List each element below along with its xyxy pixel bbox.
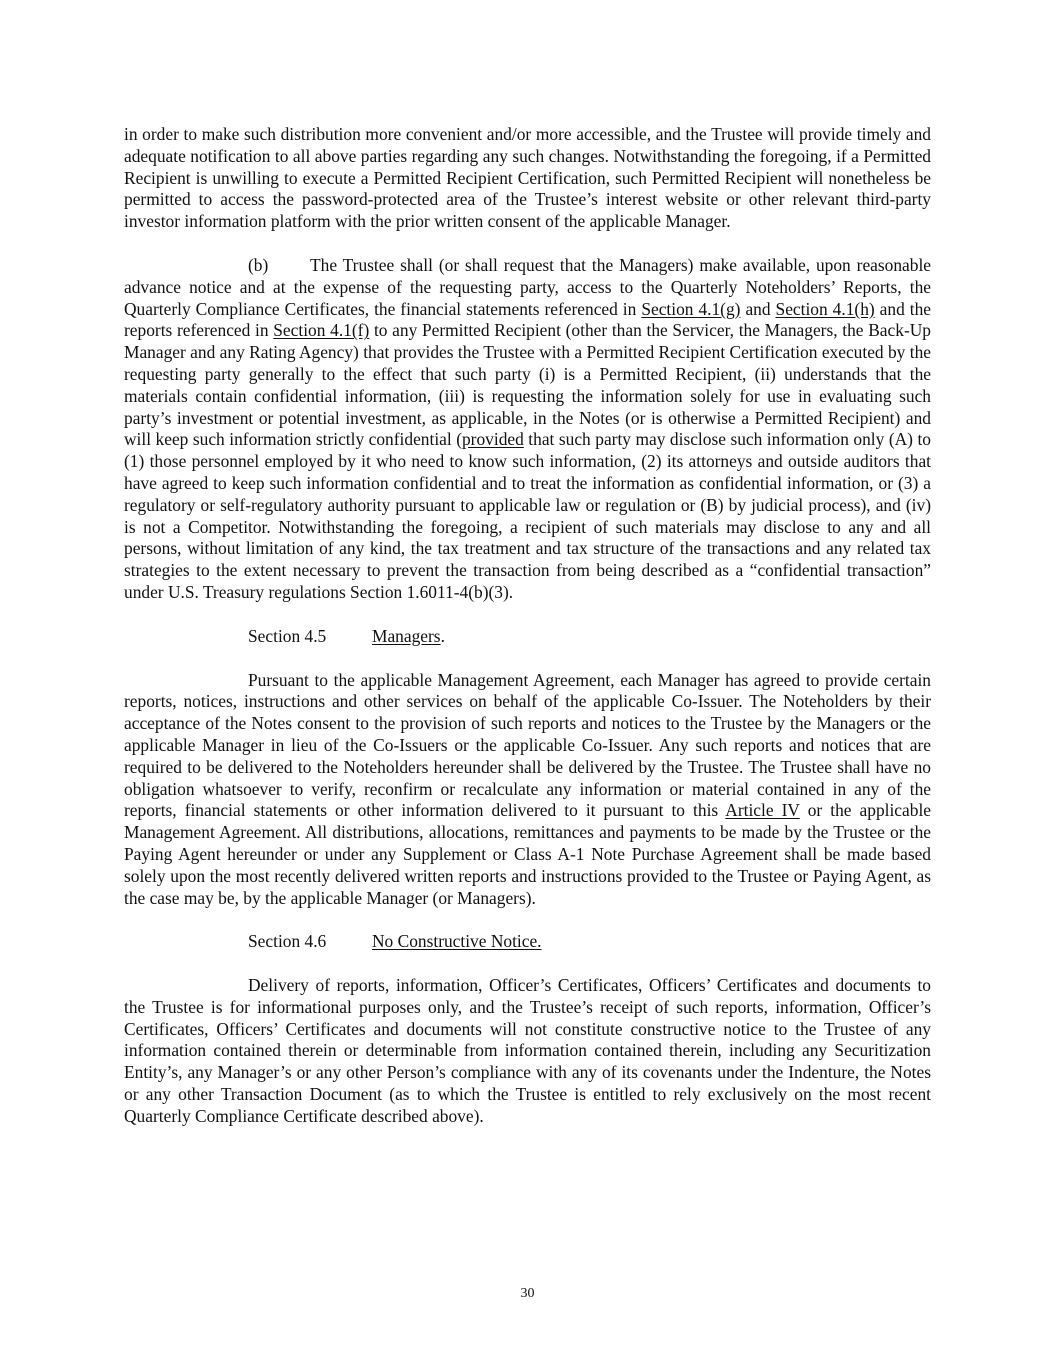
- p2-text-1: The Trustee shall (or shall request that the Managers) make available, upon reasonable advance notice and at the expense of the requesting party, access to the Quarterly Noteholders’ Reports, the Quarterly Compliance Certificates, the financial statements referenced in: [124, 254, 931, 319]
- section-4-5-heading: [124, 626, 931, 648]
- page-number: 30: [520, 1286, 535, 1301]
- section-4-5-title: Managers: [372, 625, 441, 646]
- section-4-5-number: Section 4.5: [248, 625, 327, 646]
- section-4-5-title-suffix: .: [440, 625, 445, 646]
- p2-text-4: to any Permitted Recipient (other than the Servicer, the Managers, the Back-Up Manager and any Rating Agency) that provides the Trustee with a Permitted Recipient Certification executed by the requesting party generally to the effect that such party (i) is a Permitted Recipient, (ii) understands that the materials contain confidential information, (iii) is requesting the information solely for use in evaluating such party’s investment or potential investment, as applicable, in the Notes (or is otherwise a Permitted Recipient) and will keep such information strictly confidential (: [124, 320, 931, 450]
- p3-text-1: Pursuant to the applicable Management Agreement, each Manager has agreed to provide certain reports, notices, instructions and other services on behalf of the applicable Co-Issuer. The Noteholders by their acceptance of the Notes consent to the provision of such reports and notices to the Trustee by the Managers or the applicable Manager in lieu of the Co-Issuers or the applicable Co-Issuer. Any such reports and notices that are required to be delivered to the Noteholders hereunder shall be delivered by the Trustee. The Trustee shall have no obligation whatsoever to verify, reconfirm or recalculate any information or material contained in any of the reports, financial statements or other information delivered to it pursuant to this: [124, 669, 931, 821]
- document-body: [124, 124, 931, 1128]
- clause-label-b: (b): [248, 254, 269, 275]
- p3-text-2: or the applicable Management Agreement. All distributions, allocations, remittances and payments to be made by the Trustee or the Paying Agent hereunder or under any Supplement or Class A-1 Note Purchase Agreement shall be made based solely upon the most recently delivered written reports and instructions provided to the Trustee or Paying Agent, as the case may be, by the applicable Manager (or Managers).: [124, 800, 931, 908]
- reference-section-4-1-f: Section 4.1(f): [273, 320, 370, 341]
- section-4-6-title: No Constructive Notice.: [372, 931, 542, 952]
- paragraph-continuation: in order to make such distribution more convenient and/or more accessible, and the Trustee will provide timely and adequate notification to all above parties regarding any such changes. Notwithstanding the foregoing, if a Permitted Recipient is unwilling to execute a Permitted Recipient Certification, such Permitted Recipient will nonetheless be permitted to access the password-protected area of the Trustee’s interest website or other relevant third-party investor information platform with the prior written consent of the applicable Manager.: [124, 124, 931, 232]
- reference-article-iv: Article IV: [725, 800, 800, 821]
- reference-section-4-1-h: Section 4.1(h): [775, 298, 875, 319]
- paragraph-managers: [124, 670, 931, 910]
- p2-text-3: and the reports referenced in: [124, 298, 931, 341]
- p2-text-2: and: [740, 298, 776, 319]
- provided-term: provided: [461, 429, 524, 450]
- section-4-6-number: Section 4.6: [248, 931, 327, 952]
- paragraph-no-constructive-notice: Delivery of reports, information, Officer’s Certificates, Officers’ Certificates and documents to the Trustee is for informational purposes only, and the Trustee’s receipt of such reports, information, Officer’s Certificates, Officers’ Certificates and documents will not constitute constructive notice to the Trustee of any information contained therein or determinable from information contained therein, including any Securitization Entity’s, any Manager’s or any other Person’s compliance with any of its covenants under the Indenture, the Notes or any other Transaction Document (as to which the Trustee is entitled to rely exclusively on the most recent Quarterly Compliance Certificate described above).: [124, 975, 931, 1126]
- section-4-6-heading: [124, 931, 931, 953]
- p2-text-5: that such party may disclose such information only (A) to (1) those personnel employed by it who need to know such information, (2) its attorneys and outside auditors that have agreed to keep such information confidential and to treat the information as confidential information, or (3) a regulatory or self-regulatory authority pursuant to applicable law or regulation or (B) by judicial process), and (iv) is not a Competitor. Notwithstanding the foregoing, a recipient of such materials may disclose to any and all persons, without limitation of any kind, the tax treatment and tax structure of the transactions and any related tax strategies to the extent necessary to prevent the transaction from being described as a “confidential transaction” under U.S. Treasury regulations Section 1.6011-4(b)(3).: [124, 429, 931, 602]
- paragraph-4-4-b: [124, 255, 931, 604]
- reference-section-4-1-g: Section 4.1(g): [641, 298, 741, 319]
